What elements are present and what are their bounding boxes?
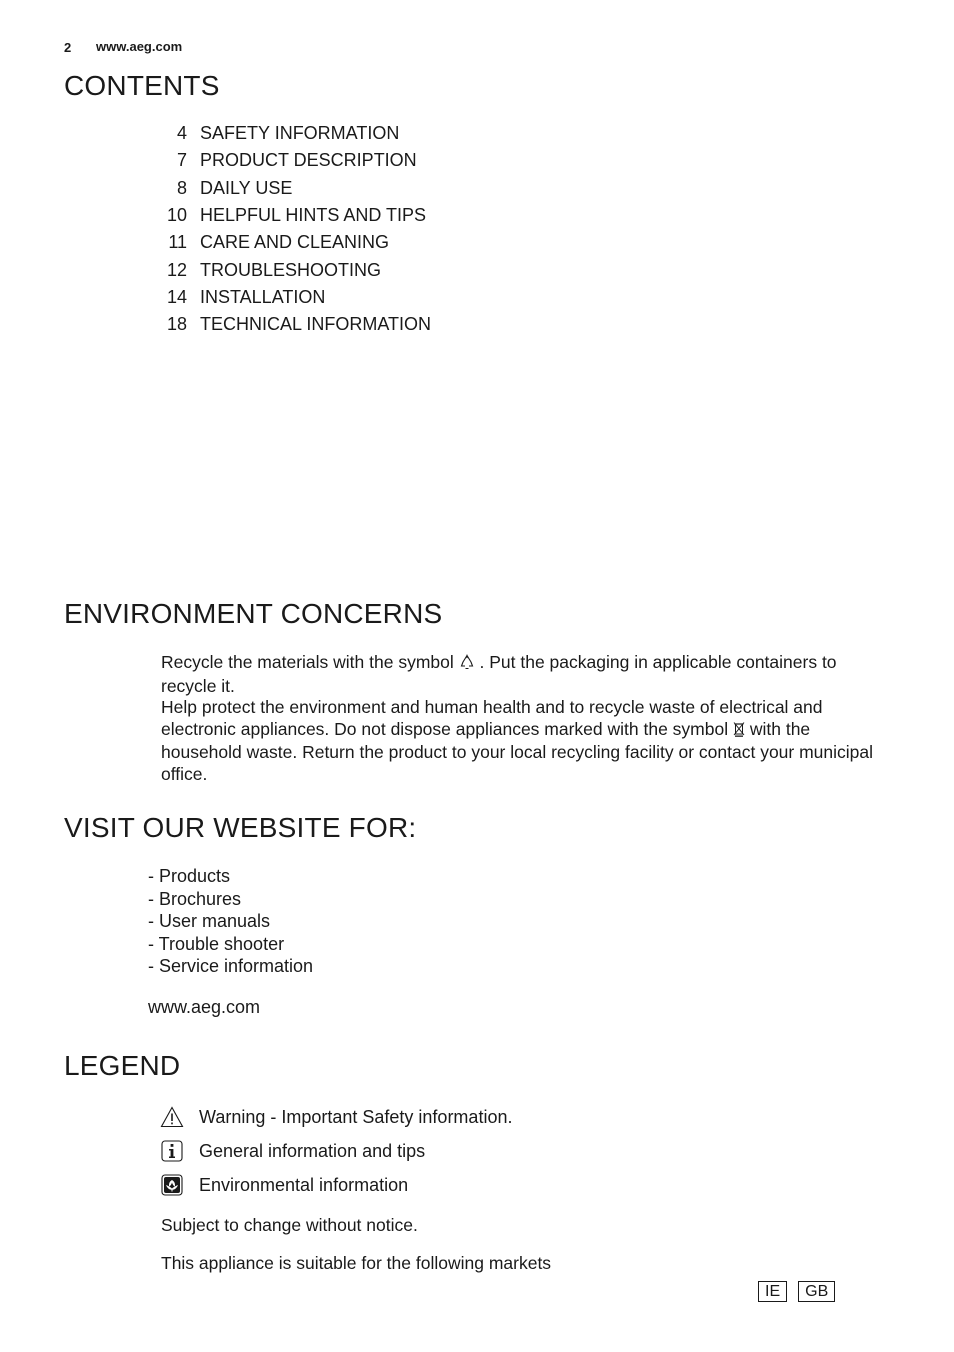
list-item: - Products <box>148 866 231 886</box>
info-icon <box>160 1139 184 1163</box>
market-badge-gb: GB <box>798 1281 835 1302</box>
change-notice: Subject to change without notice. <box>161 1215 418 1235</box>
page-number: 2 <box>64 40 72 55</box>
toc-page: 10 <box>166 205 187 226</box>
legend-item <box>160 1134 512 1168</box>
table-of-contents <box>150 120 431 338</box>
crossed-bin-icon <box>733 721 745 743</box>
legend-label: Environmental information <box>199 1174 409 1195</box>
list-item: - User manuals <box>148 911 271 932</box>
environment-paragraph <box>161 652 886 697</box>
toc-item <box>150 202 431 229</box>
visit-list <box>148 865 313 978</box>
toc-page: 18 <box>166 314 187 335</box>
environment-title: ENVIRONMENT CONCERNS <box>64 598 443 629</box>
environment-text-part: with the household waste. Return the product to your local recycling facility or contact your municipal office. <box>161 718 874 784</box>
environment-text <box>161 652 886 785</box>
toc-page: 12 <box>166 259 187 280</box>
markets-list <box>758 1281 846 1302</box>
toc-label: DAILY USE <box>200 177 293 198</box>
toc-label: TROUBLESHOOTING <box>200 259 382 280</box>
list-item: - Service information <box>148 956 314 977</box>
list-item: - Trouble shooter <box>148 933 285 954</box>
toc-item <box>150 311 431 338</box>
toc-item <box>150 120 431 147</box>
list-item: - Brochures <box>148 888 242 909</box>
environment-paragraph <box>161 697 886 785</box>
environment-text-part: Help protect the environment and human health and to recycle waste of electrical and electronic appliances. Do not dispose appliances marked with the symbol <box>161 697 823 739</box>
toc-label: PRODUCT DESCRIPTION <box>200 150 417 171</box>
toc-label: INSTALLATION <box>200 286 326 307</box>
toc-label: TECHNICAL INFORMATION <box>200 314 432 335</box>
toc-item <box>150 229 431 256</box>
header-website: www.aeg.com <box>96 39 183 54</box>
warning-icon <box>160 1105 184 1129</box>
toc-label: CARE AND CLEANING <box>200 232 390 253</box>
legend-label: General information and tips <box>199 1140 426 1161</box>
environment-text-part: Recycle the materials with the symbol <box>161 652 454 672</box>
toc-page: 7 <box>176 150 187 171</box>
toc-item <box>150 284 431 311</box>
environment-text-part: . Put the packaging in applicable containers to recycle it. <box>161 652 837 696</box>
legend-list <box>160 1100 512 1202</box>
toc-page: 11 <box>168 232 187 253</box>
toc-item <box>150 256 431 283</box>
legend-title: LEGEND <box>64 1050 181 1081</box>
toc-item <box>150 175 431 202</box>
visit-title: VISIT OUR WEBSITE FOR: <box>64 812 417 843</box>
toc-label: SAFETY INFORMATION <box>200 123 400 144</box>
legend-item <box>160 1168 512 1202</box>
recycle-icon <box>459 654 475 676</box>
legend-label: Warning - Important Safety information. <box>199 1106 513 1127</box>
toc-page: 14 <box>166 286 187 307</box>
contents-title: CONTENTS <box>64 70 220 101</box>
legend-item <box>160 1100 512 1134</box>
toc-page: 4 <box>176 123 187 144</box>
website-link[interactable]: www.aeg.com <box>148 997 261 1017</box>
market-badge-ie: IE <box>758 1281 787 1302</box>
markets-text: This appliance is suitable for the following markets <box>161 1253 552 1273</box>
toc-label: HELPFUL HINTS AND TIPS <box>200 205 427 226</box>
toc-page: 8 <box>176 177 187 198</box>
environment-icon <box>160 1173 184 1197</box>
toc-item <box>150 147 431 174</box>
